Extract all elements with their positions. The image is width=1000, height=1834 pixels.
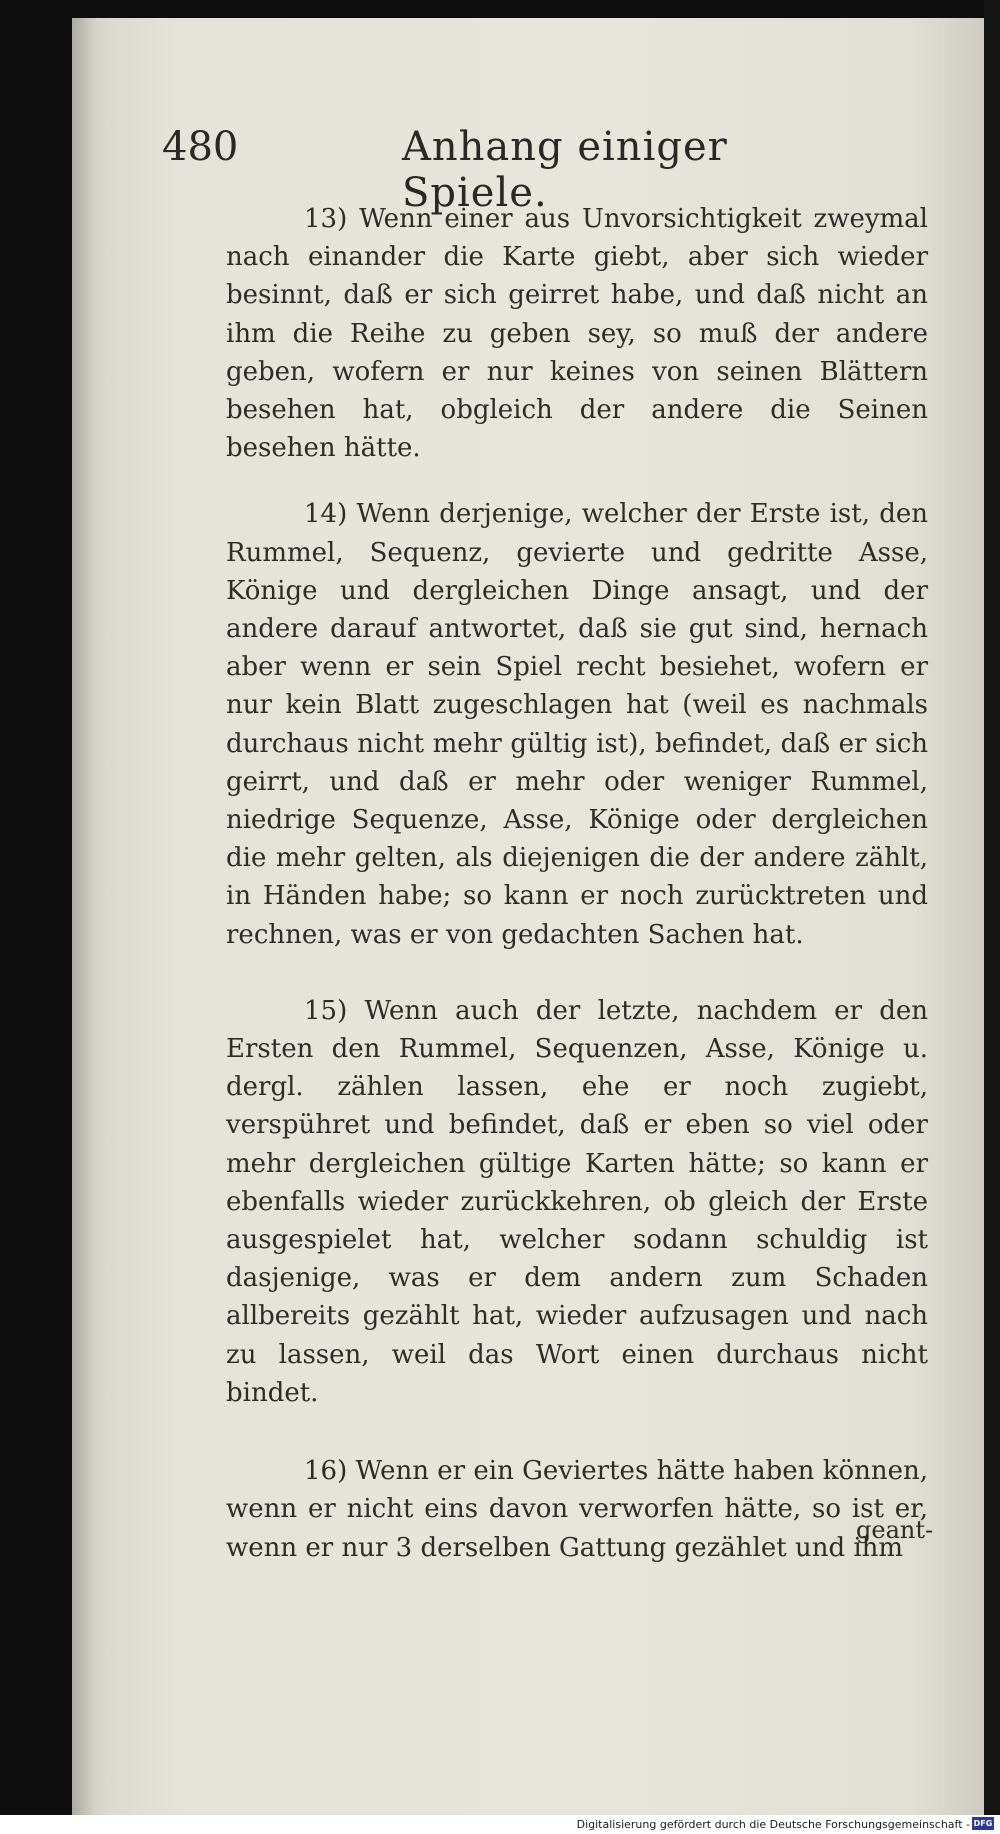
paragraph-15: 15) Wenn auch der letzte, nachdem er den Ersten den Rummel, Sequenzen, Asse, Könige u. dergl. zählen lassen, ehe er noch zugiebt, verspühret und befindet, daß er eben so viel oder mehr dergleichen gültige Karten hätte; so kann er ebenfalls wieder zurückkehren, ob gleich der Erste ausgespielet hat, welcher sodann schuldig ist dasjenige, was er dem andern zum Schaden allbereits gezählt hat, wieder aufzusagen und nach zu lassen, weil das Wort einen durchaus nicht bindet. <box>226 995 928 1408</box>
paragraph-13: 13) Wenn einer aus Unvorsichtigkeit zweymal nach einander die Karte giebt, aber sich wieder besinnt, daß er sich geirret habe, und daß nicht an ihm die Reihe zu geben sey, so muß der andere geben, wofern er nur keines von seinen Blättern besehen hat, obgleich der andere die Seinen besehen hätte. <box>226 204 928 464</box>
scan-border-right <box>984 0 1000 1815</box>
body-text <box>226 200 928 1567</box>
catchword: geant- <box>856 1516 934 1544</box>
paragraph-14: 14) Wenn derjenige, welcher der Erste ist, den Rummel, Sequenz, gevierte und gedritte Asse, Könige und dergleichen Dinge ansagt, und der andere darauf antwortet, daß sie gut sind, hernach aber wenn er sein Spiel recht besiehet, wofern er nur kein Blatt zugeschlagen hat (weil es nachmals durchaus nicht mehr gültig ist), befindet, daß er sich geirrt, und daß er mehr oder weniger Rummel, niedrige Sequenze, Asse, Könige oder dergleichen die mehr gelten, als diejenigen die der andere zählt, in Händen habe; so kann er noch zurücktreten und rechnen, was er von gedachten Sachen hat. <box>226 499 928 950</box>
footer-credit: Digitalisierung gefördert durch die Deutsche Forschungsgemeinschaft - <box>576 1818 970 1831</box>
running-title: Anhang einiger Spiele. <box>402 124 728 216</box>
paragraph-16: 16) Wenn er ein Geviertes hätte haben können, wenn er nicht eins davon verworfen hätte, so ist er, wenn er nur 3 derselben Gattung gezählet und ihm <box>226 1456 928 1563</box>
dfg-logo: DFG <box>973 1819 993 1828</box>
page-number: 480 <box>162 124 239 170</box>
page-header <box>162 124 802 216</box>
scan-border-left <box>0 0 72 1815</box>
